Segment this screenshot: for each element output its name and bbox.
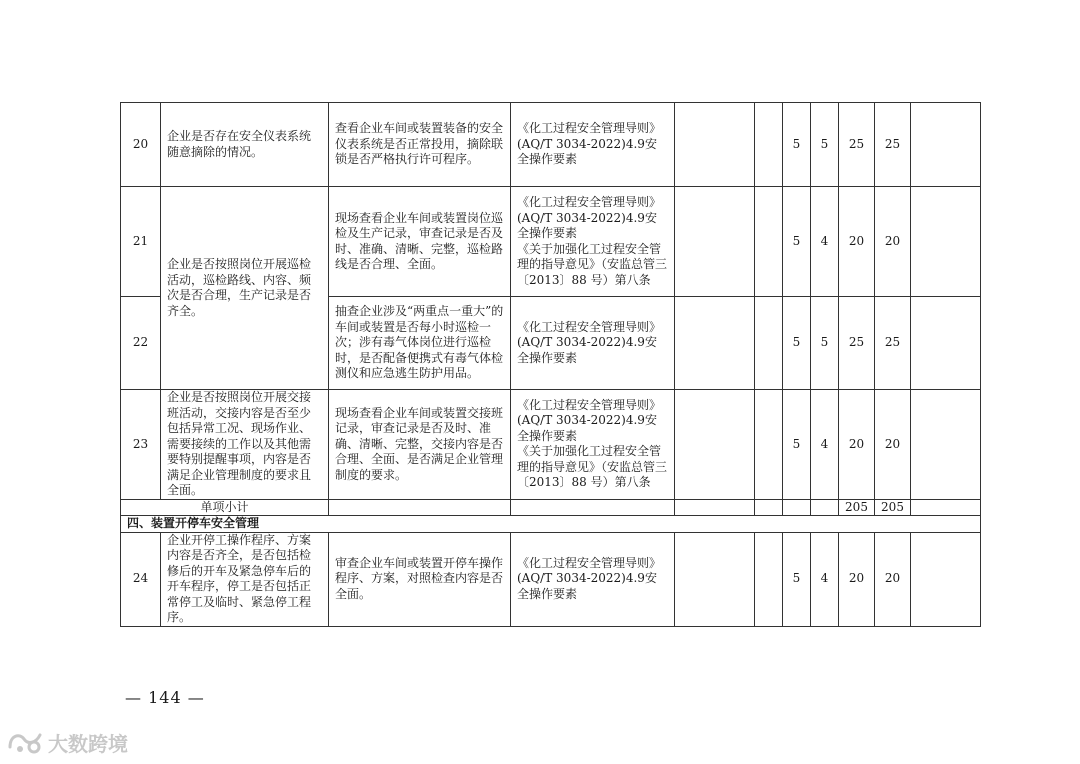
score-3: 20: [839, 187, 875, 297]
row-number: 22: [121, 297, 161, 390]
section-row: [121, 516, 981, 533]
empty-cell: [911, 499, 981, 516]
score-2: 5: [811, 103, 839, 187]
row-number: 20: [121, 103, 161, 187]
score-1: 5: [783, 390, 811, 500]
empty-cell: [755, 103, 783, 187]
score-1: 5: [783, 532, 811, 626]
score-4: 20: [875, 187, 911, 297]
check-basis: 《化工过程安全管理导则》(AQ/T 3034-2022)4.9安全操作要素 《关于加强化工过程安全管理的指导意见》（安监总管三〔2013〕88 号）第八条: [511, 390, 675, 500]
table-row: [121, 532, 981, 626]
watermark-text: 大数跨境: [48, 731, 128, 756]
watermark: [6, 728, 128, 756]
check-method: 审查企业车间或装置开停车操作程序、方案，对照检查内容是否全面。: [329, 532, 511, 626]
empty-cell: [329, 499, 511, 516]
score-1: 5: [783, 187, 811, 297]
subtotal-score-3: 205: [839, 499, 875, 516]
score-3: 20: [839, 532, 875, 626]
check-basis: 《化工过程安全管理导则》(AQ/T 3034-2022)4.9安全操作要素: [511, 532, 675, 626]
row-number: 23: [121, 390, 161, 500]
remarks-cell: [911, 390, 981, 500]
score-3: 20: [839, 390, 875, 500]
blank-cell: [675, 390, 755, 500]
empty-cell: [811, 499, 839, 516]
blank-cell: [675, 187, 755, 297]
check-method: 现场查看企业车间或装置交接班记录，审查记录是否及时、准确、清晰、完整，交接内容是否合理、全面、是否满足企业管理制度的要求。: [329, 390, 511, 500]
check-item: 企业是否按照岗位开展巡检活动，巡检路线、内容、频次是否合理，生产记录是否齐全。: [161, 187, 329, 390]
check-method: 现场查看企业车间或装置岗位巡检及生产记录，审查记录是否及时、准确、清晰、完整，巡检路线是否合理、全面。: [329, 187, 511, 297]
row-number: 21: [121, 187, 161, 297]
table-row: [121, 103, 981, 187]
score-3: 25: [839, 103, 875, 187]
score-4: 20: [875, 532, 911, 626]
check-item: 企业是否存在安全仪表系统随意摘除的情况。: [161, 103, 329, 187]
score-4: 25: [875, 297, 911, 390]
score-2: 4: [811, 187, 839, 297]
inspection-table: [120, 102, 981, 627]
score-4: 25: [875, 103, 911, 187]
blank-cell: [675, 297, 755, 390]
score-1: 5: [783, 297, 811, 390]
section-heading: 四、装置开停车安全管理: [121, 516, 981, 533]
subtotal-score-4: 205: [875, 499, 911, 516]
row-number: 24: [121, 532, 161, 626]
empty-cell: [783, 499, 811, 516]
score-4: 20: [875, 390, 911, 500]
score-2: 4: [811, 390, 839, 500]
check-item: 企业开停工操作程序、方案内容是否齐全，是否包括检修后的开车及紧急停车后的开车程序，停工是否包括正常停工及临时、紧急停工程序。: [161, 532, 329, 626]
remarks-cell: [911, 103, 981, 187]
check-basis: 《化工过程安全管理导则》(AQ/T 3034-2022)4.9安全操作要素: [511, 297, 675, 390]
page-number: — 144 —: [125, 688, 205, 707]
empty-cell: [755, 390, 783, 500]
remarks-cell: [911, 297, 981, 390]
score-2: 5: [811, 297, 839, 390]
blank-cell: [675, 103, 755, 187]
check-basis: 《化工过程安全管理导则》(AQ/T 3034-2022)4.9安全操作要素: [511, 103, 675, 187]
check-method: 查看企业车间或装置装备的安全仪表系统是否正常投用，摘除联锁是否严格执行许可程序。: [329, 103, 511, 187]
watermark-logo-icon: [6, 729, 46, 755]
check-item: 企业是否按照岗位开展交接班活动，交接内容是否至少包括异常工况、现场作业、需要接续的工作以及其他需要特别提醒事项，内容是否满足企业管理制度的要求且全面。: [161, 390, 329, 500]
empty-cell: [755, 187, 783, 297]
empty-cell: [675, 499, 755, 516]
check-method: 抽查企业涉及“两重点一重大”的车间或装置是否每小时巡检一次；涉有毒气体岗位进行巡检时，是否配备便携式有毒气体检测仪和应急逃生防护用品。: [329, 297, 511, 390]
table-row: [121, 390, 981, 500]
empty-cell: [755, 532, 783, 626]
blank-cell: [675, 532, 755, 626]
score-3: 25: [839, 297, 875, 390]
subtotal-row: [121, 499, 981, 516]
score-2: 4: [811, 532, 839, 626]
score-1: 5: [783, 103, 811, 187]
subtotal-label: 单项小计: [121, 499, 329, 516]
remarks-cell: [911, 532, 981, 626]
empty-cell: [511, 499, 675, 516]
check-basis: 《化工过程安全管理导则》(AQ/T 3034-2022)4.9安全操作要素 《关于加强化工过程安全管理的指导意见》（安监总管三〔2013〕88 号）第八条: [511, 187, 675, 297]
table-row: [121, 187, 981, 297]
empty-cell: [755, 499, 783, 516]
empty-cell: [755, 297, 783, 390]
remarks-cell: [911, 187, 981, 297]
